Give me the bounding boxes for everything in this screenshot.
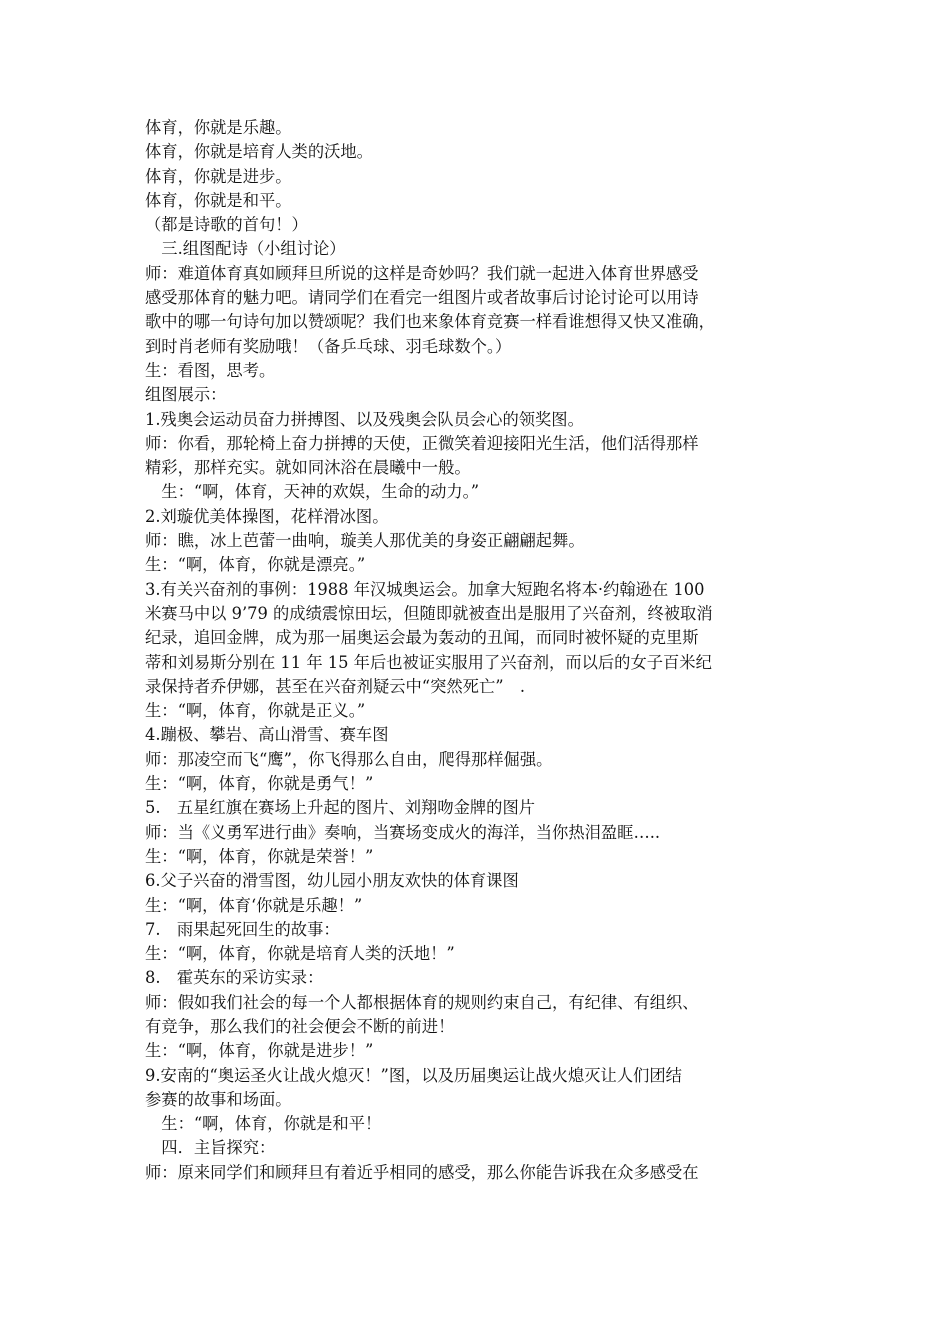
text-line: 生：“啊，体育‘你就是乐趣！” (145, 895, 363, 915)
text-line: 生：“啊，体育，天神的欢娱，生命的动力。” (145, 482, 480, 502)
text-line: 体育，你就是培育人类的沃地。 (145, 142, 373, 162)
text-line: 组图展示： (145, 385, 227, 405)
document-body (145, 116, 815, 1185)
text-line: 生：“啊，体育，你就是漂亮。” (145, 555, 366, 575)
text-line: 生：“啊，体育，你就是和平！ (145, 1114, 382, 1134)
text-line: 体育，你就是和平。 (145, 190, 292, 210)
text-line: 歌中的哪一句诗句加以赞颂呢？我们也来象体育竞赛一样看谁想得又快又准确， (145, 312, 715, 332)
text-line: 纪录，追回金牌，成为那一届奥运会最为轰动的丑闻，而同时被怀疑的克里斯 (145, 628, 699, 648)
text-line: 4.蹦极、攀岩、高山滑雪、赛车图 (145, 725, 389, 745)
text-line: 米赛马中以 9’79 的成绩震惊田坛，但随即就被查出是服用了兴奋剂，终被取消 (145, 603, 713, 623)
text-line: 7. 雨果起死回生的故事： (145, 919, 340, 939)
text-line: 3.有关兴奋剂的事例：1988 年汉城奥运会。加拿大短跑名将本·约翰逊在 100 (145, 579, 705, 599)
text-line: 师：那凌空而飞“鹰”，你飞得那么自由，爬得那样倔强。 (145, 749, 553, 769)
text-line: 2.刘璇优美体操图，花样滑冰图。 (145, 506, 389, 526)
text-line: （都是诗歌的首句！） (145, 215, 308, 235)
text-line: 师：假如我们社会的每一个人都根据体育的规则约束自己，有纪律、有组织、 (145, 992, 699, 1012)
text-line: 蒂和刘易斯分别在 11 年 15 年后也被证实服用了兴奋剂，而以后的女子百米纪 (145, 652, 712, 672)
text-line: 1.残奥会运动员奋力拼搏图、以及残奥会队员会心的领奖图。 (145, 409, 584, 429)
text-line: 生：“啊，体育，你就是勇气！” (145, 774, 374, 794)
text-line: 师：当《义勇军进行曲》奏响，当赛场变成火的海洋，当你热泪盈眶….. (145, 822, 661, 842)
text-line: 到时肖老师有奖励哦！（备乒乓球、羽毛球数个。） (145, 336, 512, 356)
text-line: 四．主旨探究： (145, 1138, 276, 1158)
text-line: 师：瞧，冰上芭蕾一曲响，璇美人那优美的身姿正翩翩起舞。 (145, 531, 585, 551)
text-line: 生：“啊，体育，你就是培育人类的沃地！” (145, 944, 455, 964)
text-line: 感受那体育的魅力吧。请同学们在看完一组图片或者故事后讨论讨论可以用诗 (145, 288, 699, 308)
text-line: 录保持者乔伊娜，甚至在兴奋剂疑云中“突然死亡” . (145, 676, 526, 696)
text-line: 6.父子兴奋的滑雪图，幼儿园小朋友欢快的体育课图 (145, 871, 519, 891)
text-line: 9.安南的“奥运圣火让战火熄灭！”图，以及历届奥运让战火熄灭让人们团结 (145, 1065, 682, 1085)
text-line: 生：“啊，体育，你就是进步！” (145, 1041, 374, 1061)
text-line: 精彩，那样充实。就如同沐浴在晨曦中一般。 (145, 458, 471, 478)
text-line: 5. 五星红旗在赛场上升起的图片、刘翔吻金牌的图片 (145, 798, 536, 818)
text-line: 有竞争，那么我们的社会便会不断的前进！ (145, 1016, 455, 1036)
text-line: 师：难道体育真如顾拜旦所说的这样是奇妙吗？我们就一起进入体育世界感受 (145, 263, 699, 283)
text-line: 8. 霍英东的采访实录： (145, 968, 324, 988)
text-line: 生：“啊，体育，你就是正义。” (145, 701, 366, 721)
text-line: 三.组图配诗（小组讨论） (145, 239, 346, 259)
text-line: 师：原来同学们和顾拜旦有着近乎相同的感受，那么你能告诉我在众多感受在 (145, 1162, 699, 1182)
text-line: 体育，你就是乐趣。 (145, 118, 292, 137)
text-line: 生：看图，思考。 (145, 360, 276, 380)
text-line: 体育，你就是进步。 (145, 166, 292, 186)
text-line: 生：“啊，体育，你就是荣誉！” (145, 846, 374, 866)
text-line: 参赛的故事和场面。 (145, 1089, 292, 1109)
text-line: 师：你看，那轮椅上奋力拼搏的天使，正微笑着迎接阳光生活，他们活得那样 (145, 433, 699, 453)
